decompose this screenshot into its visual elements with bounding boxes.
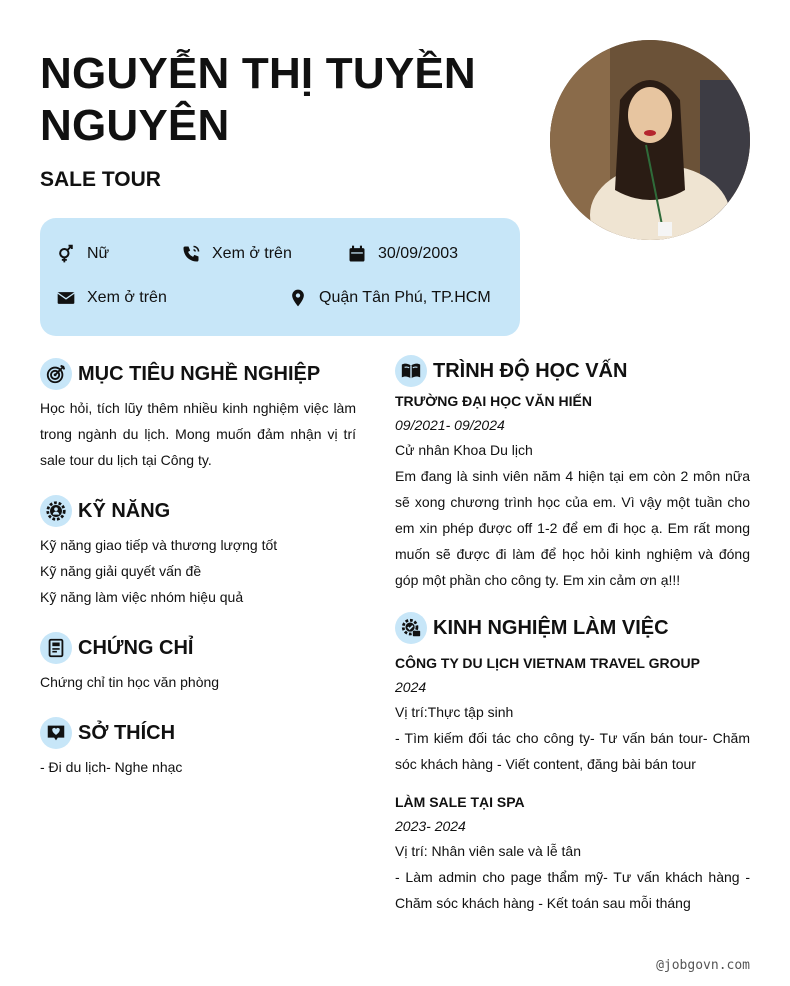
hobbies-title: SỞ THÍCH (78, 721, 176, 744)
hobbies-heading (40, 717, 175, 749)
experience-title: KINH NGHIỆM LÀM VIỆC (433, 616, 669, 639)
phone-value[interactable]: Xem ở trên (212, 245, 292, 262)
info-address (287, 287, 491, 309)
address-value: Quận Tân Phú, TP.HCM (319, 289, 491, 306)
objective-heading (40, 358, 320, 390)
gender-icon (55, 243, 77, 265)
candidate-name: NGUYỄN THỊ TUYỀN NGUYÊN (40, 49, 476, 150)
education-degree: Cử nhân Khoa Du lịch (395, 442, 533, 458)
school-name: TRƯỜNG ĐẠI HỌC VĂN HIẾN (395, 393, 593, 409)
skills-title: KỸ NĂNG (78, 499, 171, 522)
skill-item: Kỹ năng làm việc nhóm hiệu quả (40, 589, 244, 605)
certificates-heading (40, 632, 193, 664)
info-birthday (346, 243, 458, 265)
education-title: TRÌNH ĐỘ HỌC VẤN (433, 359, 628, 382)
job-position: Vị trí:Thực tập sinh (395, 704, 514, 720)
email-value[interactable]: Xem ở trên (87, 289, 167, 306)
envelope-icon (55, 287, 77, 309)
info-phone (180, 243, 292, 265)
job-title: SALE TOUR (40, 168, 161, 191)
target-icon (40, 358, 72, 390)
skills-heading (40, 495, 170, 527)
certificates-title: CHỨNG CHỈ (78, 636, 194, 659)
gear-person-icon (40, 495, 72, 527)
location-pin-icon (287, 287, 309, 309)
info-gender (55, 243, 109, 265)
job-company: LÀM SALE TẠI SPA (395, 794, 525, 810)
calendar-icon (346, 243, 368, 265)
profile-photo (550, 40, 750, 240)
objective-text: Học hỏi, tích lũy thêm nhiều kinh nghiệm việc làm trong ngành du lịch. Mong muốn đảm nhận vị trí sale tour du lịch tại Công ty. (40, 400, 356, 468)
job-period: 2024 (395, 679, 427, 695)
certificates-text: Chứng chỉ tin học văn phòng (40, 674, 220, 690)
gear-check-icon (395, 612, 427, 644)
job-company: CÔNG TY DU LỊCH VIETNAM TRAVEL GROUP (395, 655, 700, 671)
contact-info-box (40, 218, 520, 336)
education-period: 09/2021- 09/2024 (395, 417, 505, 433)
hobbies-text: - Đi du lịch- Nghe nhạc (40, 759, 183, 775)
objective-title: MỤC TIÊU NGHỀ NGHIỆP (78, 362, 321, 385)
skill-item: Kỹ năng giao tiếp và thương lượng tốt (40, 537, 278, 553)
job-period: 2023- 2024 (395, 818, 466, 834)
watermark: @jobgovn.com (656, 958, 750, 973)
job-duties: - Tìm kiếm đối tác cho công ty- Tư vấn bán tour- Chăm sóc khách hàng - Viết content, đăng bài bán tour (395, 730, 750, 772)
heart-message-icon (40, 717, 72, 749)
profile-photo-image (550, 40, 750, 240)
open-book-icon (395, 355, 427, 387)
skills-list (40, 532, 356, 610)
skill-item: Kỹ năng giải quyết vấn đề (40, 563, 202, 579)
education-description: Em đang là sinh viên năm 4 hiện tại em còn 2 môn nữa sẽ xong chương trình học của em. Vì vậy một tuần cho em xin phép được off 1-2 để em đi học ạ. Em rất mong muốn sẽ được đi làm để học hỏi kinh nghiệm và đóng góp một phần cho công ty. Em xin cảm ơn ạ!!! (395, 468, 750, 588)
job-position: Vị trí: Nhân viên sale và lễ tân (395, 843, 581, 859)
info-email (55, 287, 167, 309)
birthday-value: 30/09/2003 (378, 245, 459, 262)
gender-value: Nữ (87, 245, 110, 262)
job-duties: - Làm admin cho page thẩm mỹ- Tư vấn khách hàng - Chăm sóc khách hàng - Kết toán sau mỗi tháng (395, 869, 750, 911)
phone-icon (180, 243, 202, 265)
education-heading (395, 355, 627, 387)
certificate-icon (40, 632, 72, 664)
experience-heading (395, 612, 669, 644)
